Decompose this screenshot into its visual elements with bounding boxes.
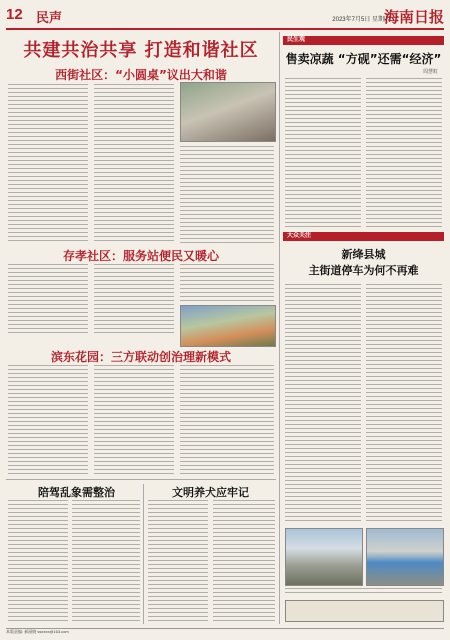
article-text-block — [180, 365, 274, 475]
main-headline: 共建共治共享 打造和谐社区 — [23, 40, 259, 61]
article-text-block — [94, 84, 174, 244]
story-headline-2: 存孝社区：服务站便民又暖心 — [62, 249, 219, 263]
article-text-block — [8, 365, 88, 475]
footer-text: 本版责编: 郝丽晓 ssxxxx@163.com — [6, 629, 69, 634]
column-divider — [279, 32, 280, 624]
article-text-block — [94, 264, 174, 336]
article-text-block — [285, 78, 361, 228]
story-headline-3: 滨东花园：三方联动创治理新模式 — [50, 350, 231, 364]
article-text-block — [180, 264, 274, 302]
street-photo — [285, 528, 363, 586]
article-text-block — [366, 284, 442, 524]
page-header — [6, 6, 444, 30]
bottom-left-headline: 陪驾乱象需整治 — [38, 486, 115, 499]
ad-box — [285, 600, 444, 622]
page-footer — [6, 628, 444, 637]
article-text-block — [366, 78, 442, 228]
news-headline-line1: 新绛县城 — [341, 248, 386, 261]
section-label-dazhong: 大众关注 — [283, 232, 444, 241]
story-photo — [180, 305, 276, 347]
page-number: 12 — [6, 6, 23, 23]
article-text-block — [148, 500, 208, 622]
divider — [6, 479, 276, 480]
article-text-block — [8, 264, 88, 336]
divider — [143, 484, 144, 624]
article-text-block — [213, 500, 275, 622]
article-text-block — [180, 146, 274, 244]
story-photo — [180, 82, 276, 142]
page-section-name: 民声 — [36, 10, 63, 25]
article-text-block — [8, 84, 88, 244]
article-text-block — [285, 284, 361, 524]
article-text-block — [8, 500, 68, 622]
opinion-headline: 售卖凉蔬 “方砚”还需“经济” — [285, 52, 442, 66]
masthead: 海南日报 — [383, 8, 444, 26]
bottom-right-headline: 文明养犬应牢记 — [172, 486, 249, 499]
section-label-minsheng: 民生观 — [283, 36, 444, 45]
story-headline-1: 西街社区：“小圆桌”议出大和谐 — [55, 68, 227, 82]
issue-date: 2023年7月5日 星期四 — [332, 17, 390, 23]
article-text-block — [94, 365, 174, 475]
opinion-author: 周慧虹 — [422, 69, 438, 75]
article-text-block — [72, 500, 140, 622]
parking-photo — [366, 528, 444, 586]
news-headline-line2: 主街道停车为何不再难 — [308, 264, 419, 277]
photo-caption — [285, 588, 442, 596]
